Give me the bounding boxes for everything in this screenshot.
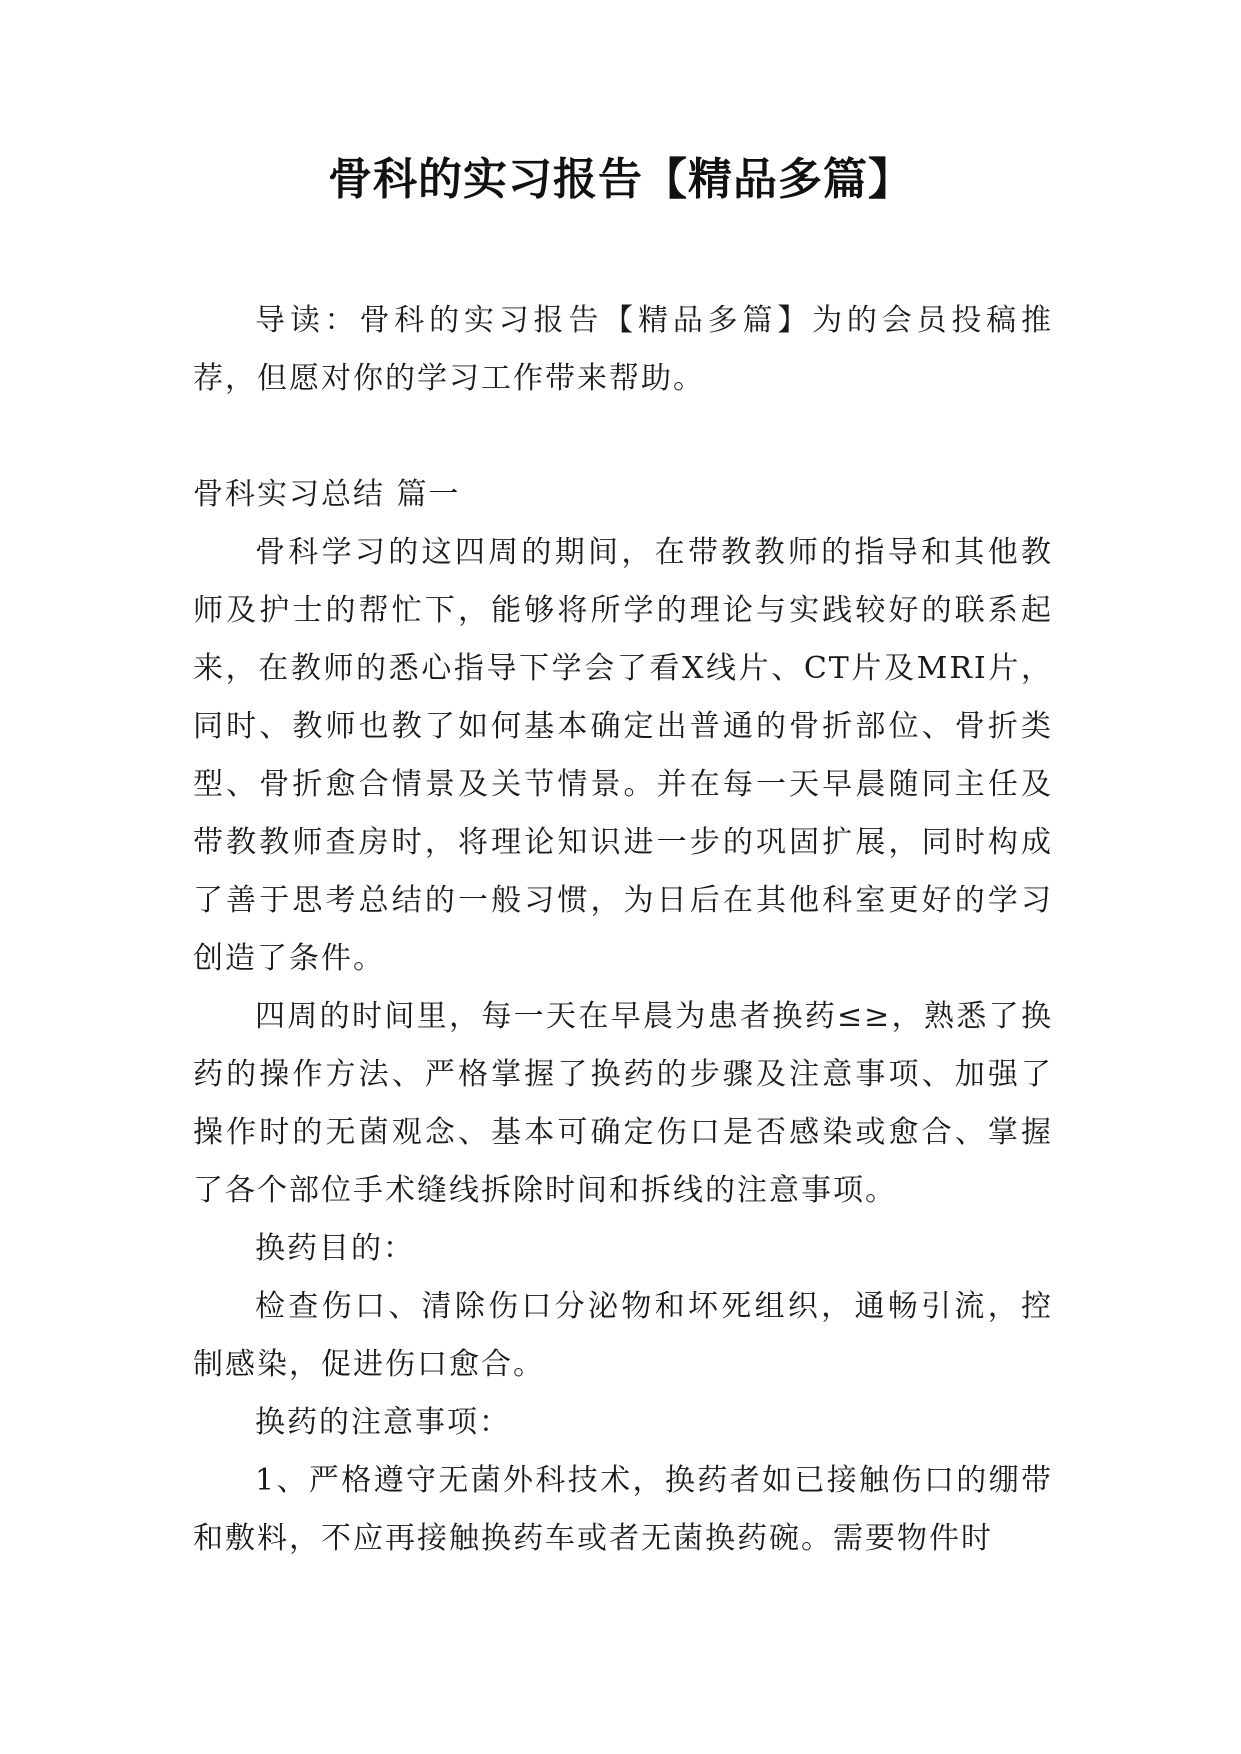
intro-paragraph: 导读：骨科的实习报告【精品多篇】为的会员投稿推荐，但愿对你的学习工作带来帮助。: [193, 303, 1053, 396]
main-content: [193, 466, 1053, 1568]
paragraph-5: 换药的注意事项：: [255, 1405, 511, 1440]
paragraph-1: 骨科学习的这四周的期间，在带教教师的指导和其他教师及护士的帮忙下，能够将所学的理论与实践较好的联系起来，在教师的悉心指导下学会了看X线片、CT片及MRI片，同时、教师也教了如何基本确定出普通的骨折部位、骨折类型、骨折愈合情景及关节情景。并在每一天早晨随同主任及带教教师查房时，将理论知识进一步的巩固扩展，同时构成了善于思考总结的一般习惯，为日后在其他科室更好的学习创造了条件。: [193, 535, 1053, 976]
paragraph-6: 1、严格遵守无菌外科技术，换药者如已接触伤口的绷带和敷料，不应再接触换药车或者无菌换药碗。需要物件时: [193, 1463, 1053, 1556]
intro-block: [193, 292, 1053, 408]
document-title: 骨科的实习报告【精品多篇】: [328, 154, 913, 205]
paragraph-3: 换药目的：: [255, 1231, 415, 1266]
section-heading: 骨科实习总结 篇一: [193, 477, 461, 512]
paragraph-2: 四周的时间里，每一天在早晨为患者换药≤≥，熟悉了换药的操作方法、严格掌握了换药的步骤及注意事项、加强了操作时的无菌观念、基本可确定伤口是否感染或愈合、掌握了各个部位手术缝线拆除时间和拆线的注意事项。: [193, 999, 1053, 1208]
paragraph-4: 检查伤口、清除伤口分泌物和坏死组织，通畅引流，控制感染，促进伤口愈合。: [193, 1289, 1053, 1382]
